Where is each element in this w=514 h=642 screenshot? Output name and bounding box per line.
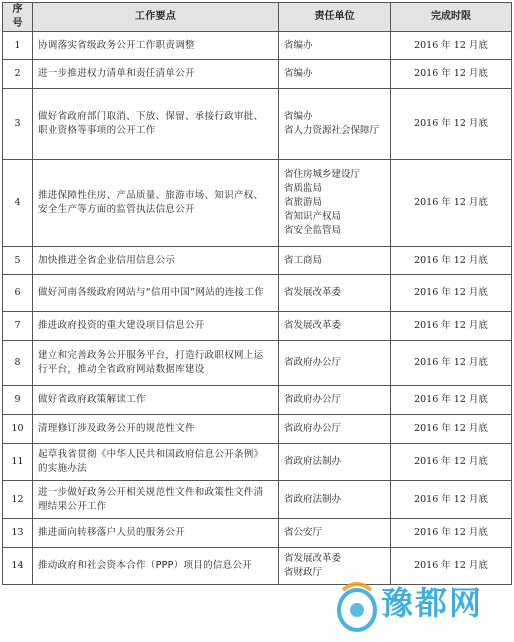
responsible-unit-name: 省政府法制办 [284,493,342,505]
row-deadline: 2016 年 12 月底 [391,548,512,585]
row-work-point: 做好省政府部门取消、下放、保留、承接行政审批、职业资格等事项的公开工作 [33,89,279,160]
row-deadline: 2016 年 12 月底 [391,160,512,247]
row-responsible-unit [279,548,391,585]
responsible-unit-name: 省旅游局 [284,197,323,208]
table-row [3,160,512,247]
row-serial-no: 14 [3,548,33,585]
row-work-point: 做好省政府政策解读工作 [33,386,279,415]
row-responsible-unit [279,247,391,275]
responsible-unit-name: 省政府办公厅 [284,394,342,405]
table-row [3,519,512,548]
responsible-unit-name: 省工商局 [284,254,323,266]
row-responsible-unit [279,415,391,444]
header-deadline: 完成时限 [391,3,512,32]
responsible-unit-name: 省发展改革委 [284,320,342,331]
row-work-point: 推动政府和社会资本合作（PPP）项目的信息公开 [33,548,279,585]
table-row [3,548,512,585]
row-serial-no: 5 [3,247,33,275]
table-row [3,32,512,60]
row-deadline: 2016 年 12 月底 [391,312,512,341]
row-work-point: 做好河南各级政府网站与“信用中国”网站的连接工作 [33,275,279,312]
row-serial-no: 8 [3,341,33,386]
row-deadline: 2016 年 12 月底 [391,32,512,60]
row-serial-no: 10 [3,415,33,444]
row-serial-no: 2 [3,60,33,89]
table-row [3,444,512,481]
table-row [3,247,512,275]
table-body [3,32,512,585]
responsible-unit-name: 省财政厅 [284,567,323,578]
responsible-unit-name: 省编办 [284,68,313,79]
header-serial-no: 序号 [3,3,33,32]
table-row [3,341,512,386]
row-work-point: 协调落实省级政务公开工作职责调整 [33,32,279,60]
row-responsible-unit [279,32,391,60]
responsible-unit-name: 省住房城乡建设厅 [284,169,361,180]
row-work-point: 建立和完善政务公开服务平台，打造行政职权网上运行平台，推动全省政府网站数据库建设 [33,341,279,386]
responsible-unit-name: 省政府办公厅 [284,423,342,434]
row-deadline: 2016 年 12 月底 [391,481,512,519]
table-row [3,275,512,312]
row-deadline: 2016 年 12 月底 [391,60,512,89]
row-serial-no: 11 [3,444,33,481]
table-header-row [3,3,512,32]
row-deadline: 2016 年 12 月底 [391,386,512,415]
watermark-text: 豫都网 [381,584,484,622]
row-serial-no: 6 [3,275,33,312]
row-responsible-unit [279,519,391,548]
table-row [3,312,512,341]
table-row [3,60,512,89]
table-row [3,481,512,519]
row-deadline: 2016 年 12 月底 [391,415,512,444]
row-serial-no: 9 [3,386,33,415]
row-responsible-unit [279,160,391,247]
header-responsible-unit: 责任单位 [279,3,391,32]
responsible-unit-name: 省公安厅 [284,527,323,538]
row-responsible-unit [279,312,391,341]
site-watermark [333,576,513,640]
responsible-unit-name: 省编办 [284,39,313,51]
watermark-logo-icon [333,576,381,636]
row-work-point: 推进政府投资的重大建设项目信息公开 [33,312,279,341]
row-responsible-unit [279,60,391,89]
row-work-point: 起草我省贯彻《中华人民共和国政府信息公开条例》的实施办法 [33,444,279,481]
row-serial-no: 1 [3,32,33,60]
row-responsible-unit [279,275,391,312]
work-points-table [2,2,512,585]
header-work-point: 工作要点 [33,3,279,32]
row-serial-no: 4 [3,160,33,247]
row-work-point: 推进保障性住房、产品质量、旅游市场、知识产权、安全生产等方面的监管执法信息公开 [33,160,279,247]
row-serial-no: 3 [3,89,33,160]
row-responsible-unit [279,386,391,415]
responsible-unit-name: 省发展改革委 [284,553,342,564]
row-responsible-unit [279,341,391,386]
row-deadline: 2016 年 12 月底 [391,247,512,275]
responsible-unit-name: 省政府法制办 [284,456,342,467]
row-responsible-unit [279,444,391,481]
row-work-point: 进一步做好政务公开相关规范性文件和政策性文件清理结果公开工作 [33,481,279,519]
responsible-unit-name: 省政府办公厅 [284,357,342,368]
row-work-point: 加快推进全省企业信用信息公示 [33,247,279,275]
responsible-unit-name: 省发展改革委 [284,287,342,298]
responsible-unit-name: 省编办 [284,111,313,122]
row-serial-no: 13 [3,519,33,548]
row-deadline: 2016 年 12 月底 [391,89,512,160]
responsible-unit-name: 省人力资源社会保障厅 [284,125,380,136]
row-responsible-unit [279,89,391,160]
responsible-unit-name: 省安全监管局 [284,225,342,236]
row-work-point: 清理修订涉及政务公开的规范性文件 [33,415,279,444]
row-deadline: 2016 年 12 月底 [391,444,512,481]
row-deadline: 2016 年 12 月底 [391,519,512,548]
responsible-unit-name: 省质监局 [284,183,323,194]
table-row [3,89,512,160]
row-serial-no: 7 [3,312,33,341]
row-serial-no: 12 [3,481,33,519]
row-deadline: 2016 年 12 月底 [391,275,512,312]
table-row [3,386,512,415]
row-deadline: 2016 年 12 月底 [391,341,512,386]
table-row [3,415,512,444]
row-responsible-unit [279,481,391,519]
row-work-point: 推进面向转移落户人员的服务公开 [33,519,279,548]
row-work-point: 进一步推进权力清单和责任清单公开 [33,60,279,89]
responsible-unit-name: 省知识产权局 [284,211,342,222]
